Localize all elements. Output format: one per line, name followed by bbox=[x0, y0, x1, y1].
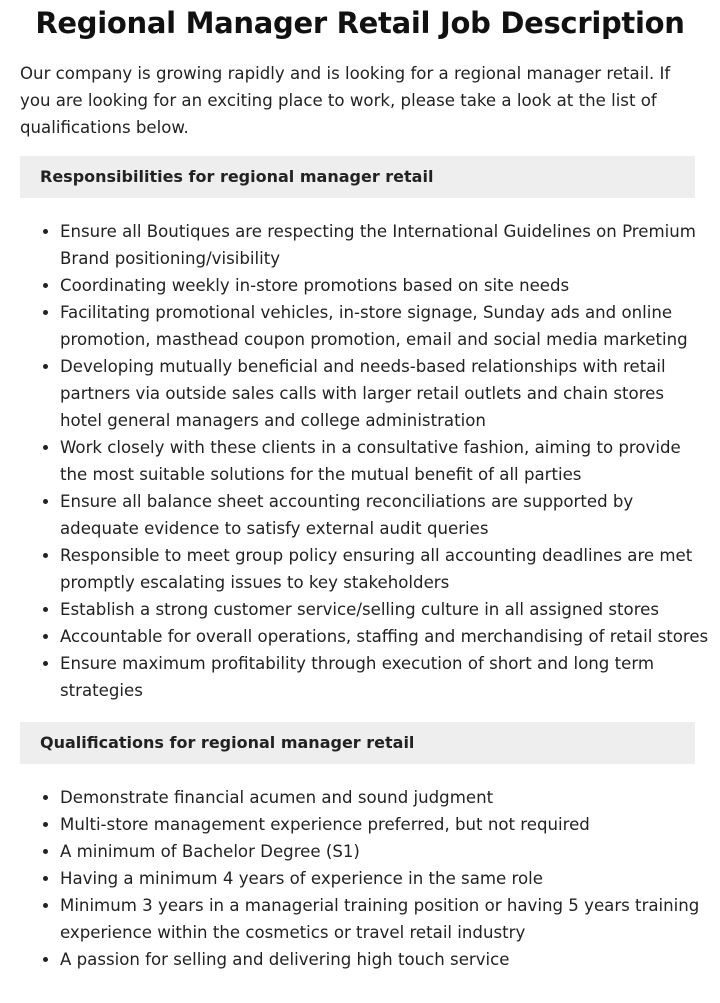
list-item: • Establish a strong customer service/selling culture in all assigned stores bbox=[60, 596, 710, 623]
list-item: • A passion for selling and delivering high touch service bbox=[60, 946, 710, 973]
list-item: • Ensure maximum profitability through execution of short and long term strategies bbox=[60, 650, 710, 704]
list-item: • Ensure all balance sheet accounting reconciliations are supported by adequate evidence to satisfy external audit queries bbox=[60, 488, 710, 542]
list-item: • Facilitating promotional vehicles, in-store signage, Sunday ads and online promotion, masthead coupon promotion, email and social media marketing bbox=[60, 299, 710, 353]
list-item: • Developing mutually beneficial and needs-based relationships with retail partners via outside sales calls with larger retail outlets and chain stores hotel general managers and college administration bbox=[60, 353, 710, 434]
page-title: Regional Manager Retail Job Description bbox=[35, 6, 685, 40]
list-item: • Multi-store management experience preferred, but not required bbox=[60, 811, 710, 838]
list-item: • Coordinating weekly in-store promotions based on site needs bbox=[60, 272, 710, 299]
list-item: • Work closely with these clients in a consultative fashion, aiming to provide the most suitable solutions for the mutual benefit of all parties bbox=[60, 434, 710, 488]
list-item: • Ensure all Boutiques are respecting the International Guidelines on Premium Brand positioning/visibility bbox=[60, 218, 710, 272]
qualifications-list bbox=[0, 784, 710, 973]
list-item: • A minimum of Bachelor Degree (S1) bbox=[60, 838, 710, 865]
responsibilities-list bbox=[0, 218, 710, 704]
list-item: • Minimum 3 years in a managerial training position or having 5 years training experience within the cosmetics or travel retail industry bbox=[60, 892, 710, 946]
list-item: • Having a minimum 4 years of experience in the same role bbox=[60, 865, 710, 892]
list-item: • Accountable for overall operations, staffing and merchandising of retail stores bbox=[60, 623, 710, 650]
intro-paragraph: Our company is growing rapidly and is looking for a regional manager retail. If you are looking for an exciting place to work, please take a look at the list of qualifications below. bbox=[20, 64, 671, 137]
responsibilities-heading: Responsibilities for regional manager retail bbox=[20, 156, 695, 198]
list-item: • Responsible to meet group policy ensuring all accounting deadlines are met promptly escalating issues to key stakeholders bbox=[60, 542, 710, 596]
qualifications-heading: Qualifications for regional manager retail bbox=[20, 722, 695, 764]
list-item: • Demonstrate financial acumen and sound judgment bbox=[60, 784, 710, 811]
